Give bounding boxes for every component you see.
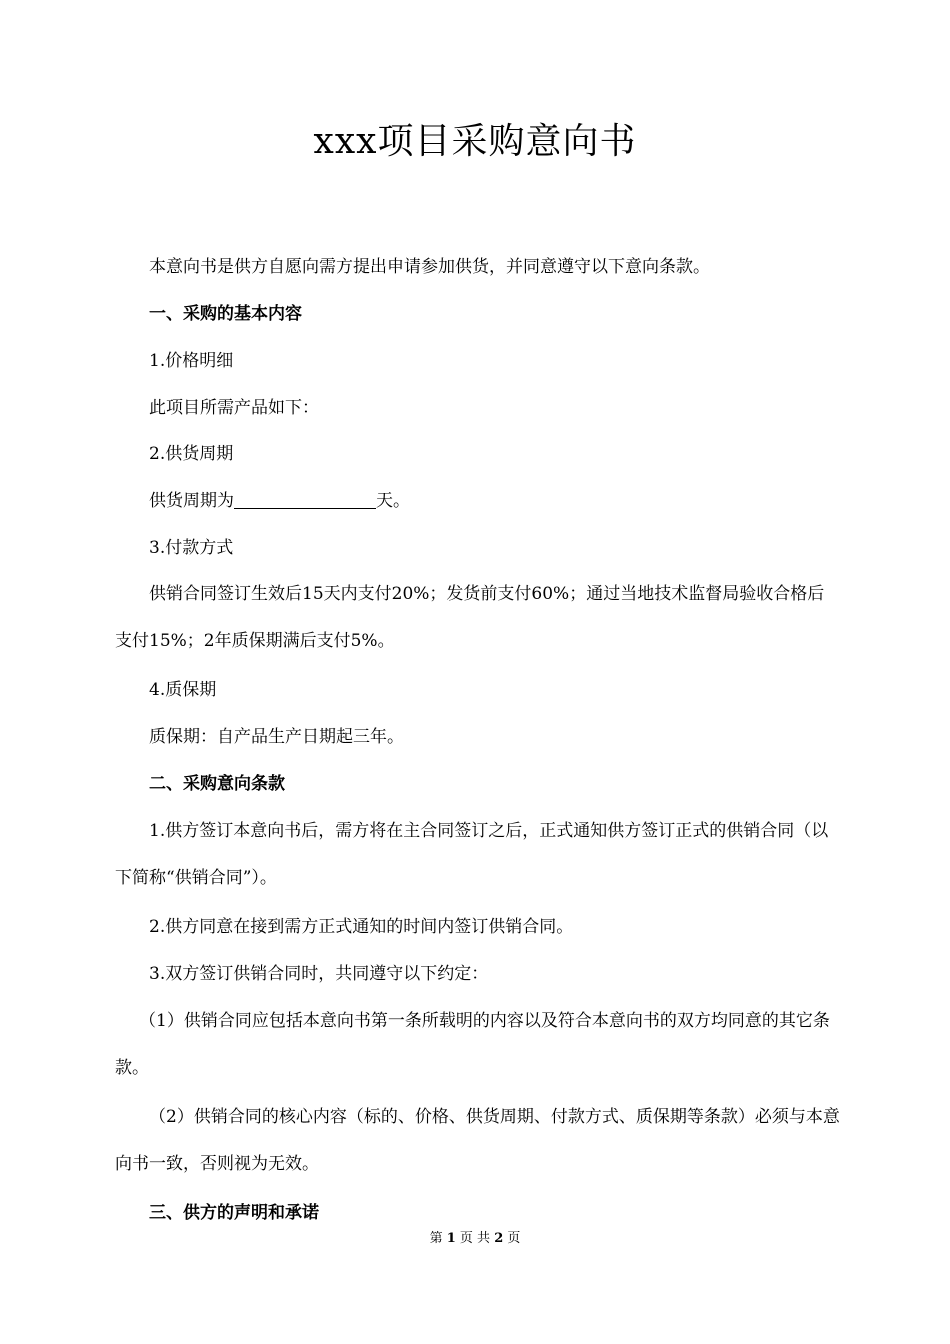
supply-period-blank — [234, 490, 376, 509]
section3-heading: 三、供方的声明和承诺 — [149, 1203, 319, 1223]
section2-item3: 3.双方签订供销合同时，共同遵守以下约定： — [149, 964, 489, 984]
page-footer — [0, 1227, 950, 1251]
section1-heading: 一、采购的基本内容 — [149, 304, 302, 324]
footer-current-page: 1 — [446, 1231, 456, 1246]
section2-sub1: （1）供销合同应包括本意向书第一条所载明的内容以及符合本意向书的双方均同意的其它条款。 — [115, 1011, 830, 1078]
document-title: xxx项目采购意向书 — [313, 121, 637, 162]
supply-period-title: 2.供货周期 — [149, 444, 234, 464]
payment-method-text: 供销合同签订生效后15天内支付20%；发货前支付60%；通过当地技术监督局验收合格后支付15%；2年质保期满后支付5%。 — [115, 584, 825, 651]
price-detail-title: 1.价格明细 — [149, 351, 234, 371]
footer-prefix: 第 — [429, 1231, 443, 1246]
section2-item1: 1.供方签订本意向书后，需方将在主合同签订之后，正式通知供方签订正式的供销合同（以下简称“供销合同”）。 — [115, 821, 829, 888]
footer-middle: 页 共 — [459, 1231, 491, 1246]
intro-paragraph: 本意向书是供方自愿向需方提出申请参加供货，并同意遵守以下意向条款。 — [149, 257, 710, 277]
section2-item2: 2.供方同意在接到需方正式通知的时间内签订供销合同。 — [149, 917, 574, 937]
supply-period-text-before: 供货周期为 — [149, 491, 234, 511]
footer-total-pages: 2 — [494, 1231, 504, 1246]
warranty-text: 质保期：自产品生产日期起三年。 — [149, 727, 404, 747]
supply-period-text-after: 天。 — [376, 491, 410, 511]
price-detail-text: 此项目所需产品如下： — [149, 398, 319, 418]
supply-period-text — [115, 478, 840, 525]
payment-method-title: 3.付款方式 — [149, 538, 234, 558]
section2-sub2: （2）供销合同的核心内容（标的、价格、供货周期、付款方式、质保期等条款）必须与本意向书一致，否则视为无效。 — [115, 1107, 840, 1174]
section2-heading: 二、采购意向条款 — [149, 774, 285, 794]
warranty-title: 4.质保期 — [149, 680, 217, 700]
footer-suffix: 页 — [507, 1231, 521, 1246]
